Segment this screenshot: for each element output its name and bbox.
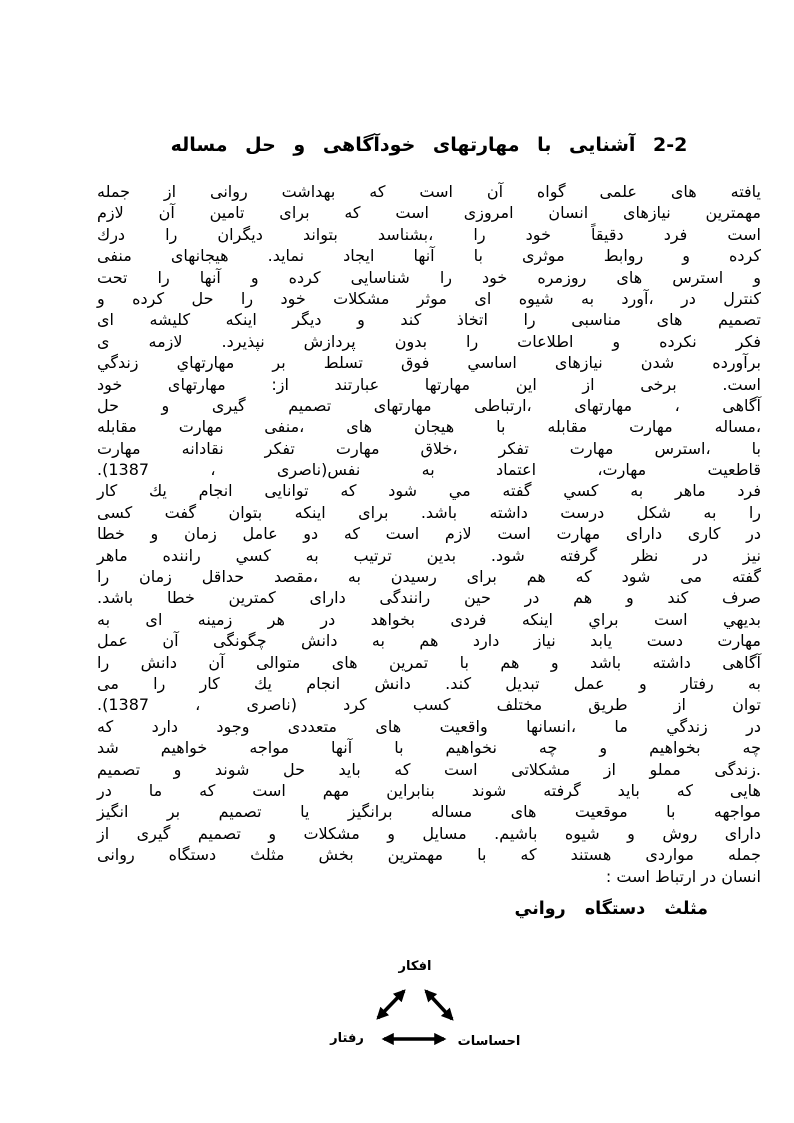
text-line: چه بخواهیم و چه نخواهیم با آنها مواجه خواهیم شد [97,738,761,758]
text-line: مهارت دست یابد نیاز دارد هم به دانش چگونگی آن عمل [97,631,761,651]
text-line: هایی که باید گرفته شوند بنابراین مهم است که ما در [97,780,761,800]
text-line: ،مساله مهارت مقابله با هیجان های ،منفی مهارت مقابله [97,417,761,437]
section-heading: 2-2 آشنایی با مهارتهای خودآگاهی و حل مساله [170,134,688,156]
diagram-label-feelings: احساسات [457,1034,521,1049]
text-line: به رفتار و عمل تبدیل کند. دانش انجام یك کار را می [97,673,761,693]
text-line-citation: قاطعیت مهارت، اعتماد به نفس‪(ناصری ، 1387)‬. [97,460,761,480]
text-line: مواجهه با موقعیت های مساله برانگیز یا تصمیم بر انگیز [97,802,761,822]
text-line: جمله مواردی هستند که با مهمترین بخش مثلث دستگاه روانی [97,845,761,865]
paragraph [97,181,761,480]
diagram-title [97,899,761,919]
text-line: فرد ماهر به کسي گفته مي شود که توانایی انجام یك کار [97,481,761,501]
text-line: صرف کند و هم در حین رانندگی دارای کمترین خطا باشد. [97,588,761,608]
paragraph [97,716,761,887]
text-line: و استرس های روزمره خود را شناسایی کرده و آنها را تحت [97,267,761,287]
psych-triangle-diagram [325,953,525,1058]
paragraph [97,480,761,715]
text-line: آگاهی داشته باشد و هم با تمرین های متوالی آن دانش را [97,652,761,672]
diagram-label-thoughts: افکار [398,959,432,974]
text-line: یافته های علمی گواه آن است که بهداشت روانی از جمله [97,182,761,201]
text-line: در زندگي ما ،انسانها واقعیت های متعددی وجود دارد که [97,716,761,736]
text-line: آگاهی ، مهارتهای ،ارتباطی مهارتهای تصمیم گیری و حل [97,395,761,415]
body-text [97,181,761,887]
text-line: نیز در نظر گرفته شود. بدین ترتیب به کسي راننده ماهر [97,545,761,565]
text-line: دارای روش و شیوه باشیم. مسایل و مشکلات و تصمیم گیری از [97,823,761,843]
text-line: .زندگی مملو از مشکلاتی است که باید حل شوند و تصمیم [97,759,761,779]
text-line: کنترل در ،آورد به شیوه ای موثر مشکلات خود را حل کرده و [97,288,761,308]
text-line: گفته می شود که هم برای رسیدن به ،مقصد حداقل زمان را [97,567,761,587]
text-line: در کاری دارای مهارت است لازم است که دو عامل زمان و خطا [97,524,761,544]
text-line: برآورده شدن نیازهای اساسي فوق تسلط بر مهارتهاي زندگي [97,353,761,373]
text-line: است فرد دقیقاً خود را ،بشناسد بتواند دیگران را درك [97,224,761,244]
double-arrow-thoughts-behavior [378,991,404,1018]
text-line: فکر نکرده و اطلاعات را بدون پردازش نپذیرد. لازمه ی [97,331,761,351]
diagram-title-text: مثلث دستگاه رواني [514,899,708,919]
text-line: را به شکل درست داشته باشد. برای اینکه بتوان گفت کسی [97,502,761,522]
text-line-citation: توان از طریق مختلف کسب کرد (ناصری ، 1387). [97,695,761,715]
diagram-label-behavior: رفتار [330,1031,364,1046]
text-line: کرده و روابط موثری با آنها ایجاد نماید. هیجانهای منفی [97,246,761,266]
double-arrow-thoughts-feelings [426,991,452,1019]
text-line: مهمترین نیازهای انسان امروزی است که برای تامین آن لازم [97,203,761,223]
text-line: است. برخی از این مهارتها عبارتند از: مهارتهای خود [97,374,761,394]
text-line: بدیهي است براي اینکه فردی بخواهد در هر زمینه ای به [97,609,761,629]
text-line: با ،استرس مهارت تفکر ،خلاق مهارت تفکر نقادانه مهارت [97,438,761,458]
text-line: انسان در ارتباط است : [605,866,761,886]
text-line: تصمیم های مناسبی را اتخاذ کند و دیگر اینکه کلیشه ای [97,310,761,330]
